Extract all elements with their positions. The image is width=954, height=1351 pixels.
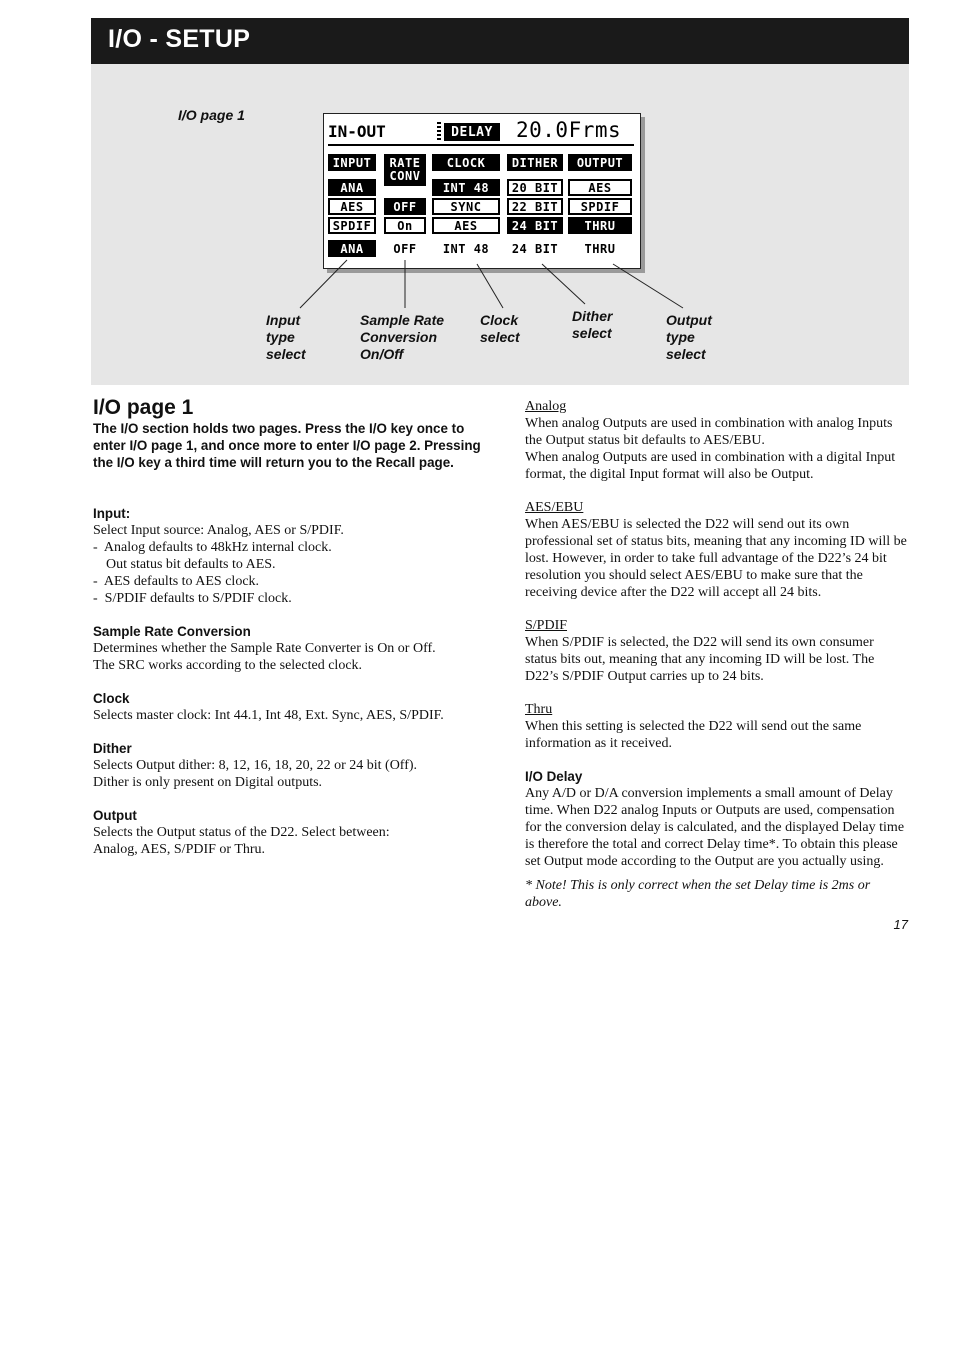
lcd-header-dither: DITHER (507, 154, 563, 171)
spdif-section (525, 617, 909, 685)
clock-line: Selects master clock: Int 44.1, Int 48, Ext. Sync, AES, S/PDIF. (93, 708, 444, 723)
clock-section (93, 690, 493, 724)
page-title: I/O - SETUP (108, 25, 251, 53)
src-line: The SRC works according to the selected clock. (93, 658, 363, 673)
lcd-delay-badge: DELAY (444, 123, 500, 141)
callout-clock: Clock select (480, 312, 520, 345)
section-heading: I/O page 1 (93, 396, 194, 419)
lcd-option-output-spdif: SPDIF (568, 198, 632, 215)
dither-heading: Dither (93, 741, 132, 756)
lcd-header-rate: RATE (389, 156, 421, 170)
spdif-text: When S/PDIF is selected, the D22 will send its own consumer status bits out, meaning that any incoming ID will be lost. The D22’s S/PDIF Output carries up to 24 bits. (525, 635, 875, 684)
iodelay-note: * Note! This is only correct when the set Delay time is 2ms or above. (525, 878, 871, 910)
analog-text: When analog Outputs are used in combination with analog Inputs the Output status bit defaults to AES/EBU. (525, 416, 893, 448)
lcd-option-rate-on: On (384, 217, 426, 234)
output-line: Selects the Output status of the D22. Select between: (93, 825, 390, 840)
thru-text: When this setting is selected the D22 will send out the same information as it received. (525, 719, 862, 751)
lcd-header-conv: CONV (389, 169, 421, 183)
left-column (93, 505, 493, 874)
dither-line: Selects Output dither: 8, 12, 16, 18, 20, 22 or 24 bit (Off). (93, 758, 418, 773)
callout-sample-rate: Sample Rate Conversion On/Off (360, 312, 445, 362)
input-bullet: - AES defaults to AES clock. (93, 574, 260, 589)
lcd-option-dither-20: 20 BIT (507, 179, 563, 196)
lcd-current-rate: OFF (384, 240, 426, 257)
header-bar (91, 18, 909, 64)
src-section (93, 623, 493, 674)
src-line: Determines whether the Sample Rate Converter is On or Off. (93, 641, 436, 656)
input-bullet: - S/PDIF defaults to S/PDIF clock. (93, 591, 292, 606)
dither-section (93, 740, 493, 791)
lcd-header-output: OUTPUT (568, 154, 632, 171)
page-number: 17 (893, 917, 908, 932)
lcd-option-dither-24: 24 BIT (507, 217, 563, 234)
lcd-option-clock-int48: INT 48 (432, 179, 500, 196)
lcd-current-clock: INT 48 (432, 240, 500, 257)
iodelay-section (525, 768, 909, 911)
lcd-option-clock-sync: SYNC (432, 198, 500, 215)
figure-panel (91, 64, 909, 385)
aesebu-text: When AES/EBU is selected the D22 will send out its own professional set of status bits, meaning that any incoming ID will be lost. However, in order to take full advantage of the D22’s 24 bit resolution you should select AES/EBU to make sure that the receiving device after the D22 will accept all 24 bits. (525, 517, 907, 600)
callout-input-type: Input type select (266, 312, 306, 362)
input-line: Select Input source: Analog, AES or S/PDIF. (93, 523, 344, 538)
output-line: Analog, AES, S/PDIF or Thru. (93, 842, 266, 857)
input-heading: Input: (93, 506, 131, 521)
lcd-option-output-thru: THRU (568, 217, 632, 234)
callout-output-type: Output type select (666, 312, 712, 362)
lcd-option-input-ana: ANA (328, 179, 376, 196)
lcd-current-input: ANA (328, 240, 376, 257)
analog-text: When analog Outputs are used in combination with a digital Input format, the digital Input format will also be Output. (525, 450, 896, 482)
lcd-option-input-aes: AES (328, 198, 376, 215)
analog-heading: Analog (525, 399, 567, 414)
iodelay-heading: I/O Delay (525, 769, 583, 784)
output-heading: Output (93, 808, 137, 823)
right-column (525, 398, 909, 927)
src-heading: Sample Rate Conversion (93, 624, 251, 639)
output-section (93, 807, 493, 858)
lcd-option-rate-off: OFF (384, 198, 426, 215)
dither-line: Dither is only present on Digital outputs. (93, 775, 323, 790)
figure-caption: I/O page 1 (178, 107, 245, 123)
lcd-current-output: THRU (568, 240, 632, 257)
lcd-header-input: INPUT (328, 154, 376, 171)
lcd-option-clock-aes: AES (432, 217, 500, 234)
aesebu-section (525, 499, 909, 601)
input-bullet: - Analog defaults to 48kHz internal clock. (93, 540, 332, 555)
clock-heading: Clock (93, 691, 130, 706)
lcd-option-output-aes: AES (568, 179, 632, 196)
thru-section (525, 701, 909, 752)
input-section (93, 505, 493, 607)
lcd-option-dither-22: 22 BIT (507, 198, 563, 215)
lcd-title: IN-OUT (328, 122, 386, 141)
input-bullet-continued: Out status bit defaults to AES. (106, 557, 276, 572)
iodelay-text: Any A/D or D/A conversion implements a small amount of Delay time. When D22 analog Inputs or Outputs are used, compensation for the conversion delay is calculated, and the displayed Delay time is therefore the total and correct Delay time*. To obtain this please set Output mode according to the Output are you actually using. (525, 786, 905, 869)
aesebu-heading: AES/EBU (525, 500, 584, 515)
intro-paragraph: The I/O section holds two pages. Press the I/O key once to enter I/O page 1, and once more to enter I/O page 2. Pressing the I/O key a third time will return you to the Recall page. (93, 421, 481, 470)
lcd-current-dither: 24 BIT (507, 240, 563, 257)
lcd-option-input-spdif: SPDIF (328, 217, 376, 234)
spdif-heading: S/PDIF (525, 618, 568, 633)
callout-dither: Dither select (572, 308, 613, 341)
lcd-value-readout: 20.0Frms (516, 118, 622, 142)
thru-heading: Thru (525, 702, 553, 717)
lcd-header-clock: CLOCK (432, 154, 500, 171)
analog-section (525, 398, 909, 483)
